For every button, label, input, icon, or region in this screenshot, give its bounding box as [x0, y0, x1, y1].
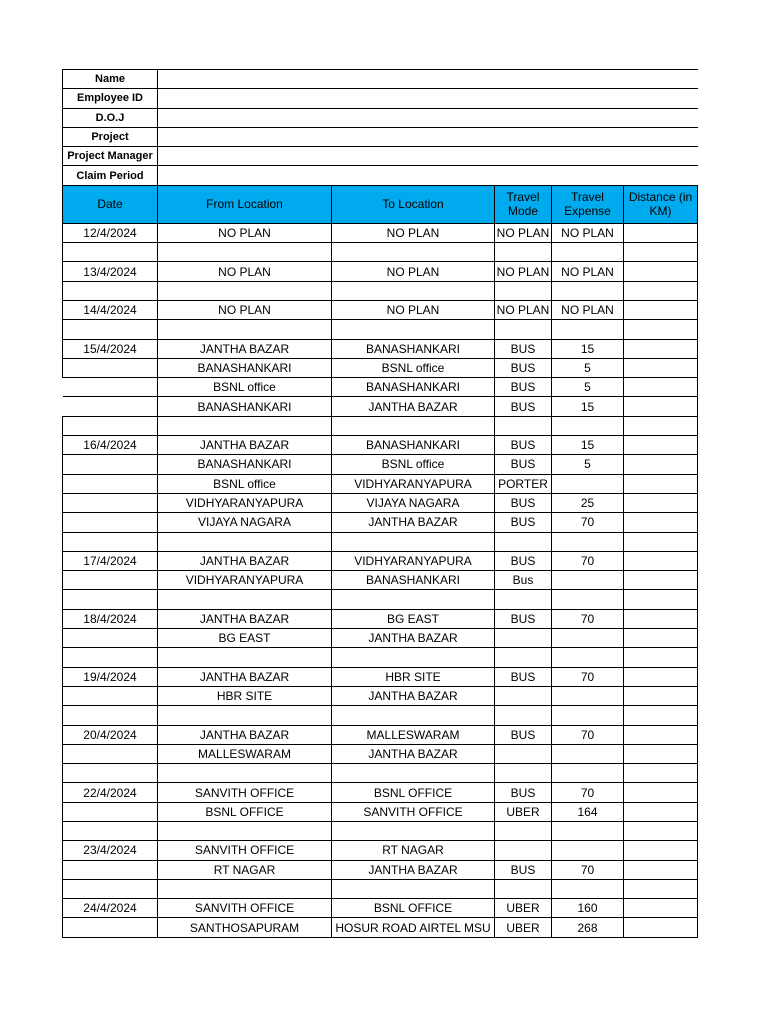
travel-mode-cell[interactable]: BUS [495, 493, 552, 512]
distance-cell[interactable] [624, 571, 698, 590]
travel-mode-cell[interactable] [495, 629, 552, 648]
table-row [63, 918, 698, 937]
from-location-cell[interactable] [158, 590, 332, 609]
table-row [63, 397, 698, 416]
travel-expense-cell[interactable]: 70 [552, 551, 624, 570]
to-location-cell[interactable]: BG EAST [332, 609, 495, 628]
date-cell[interactable] [63, 802, 158, 821]
from-location-cell[interactable]: SANVITH OFFICE [158, 841, 332, 860]
to-location-cell[interactable]: BSNL OFFICE [332, 899, 495, 918]
distance-cell[interactable] [624, 243, 698, 262]
travel-mode-cell[interactable] [495, 532, 552, 551]
table-row [63, 860, 698, 879]
from-location-cell[interactable]: BG EAST [158, 629, 332, 648]
to-location-cell[interactable] [332, 532, 495, 551]
from-location-cell[interactable] [158, 416, 332, 435]
travel-mode-cell[interactable] [495, 281, 552, 300]
date-cell[interactable]: 19/4/2024 [63, 667, 158, 686]
from-location-cell[interactable]: SANVITH OFFICE [158, 899, 332, 918]
travel-expense-cell[interactable] [552, 243, 624, 262]
distance-cell[interactable] [624, 493, 698, 512]
distance-cell[interactable] [624, 821, 698, 840]
to-location-cell[interactable]: VIDHYARANYAPURA [332, 551, 495, 570]
date-cell[interactable] [63, 493, 158, 512]
table-row [63, 686, 698, 705]
table-row [63, 629, 698, 648]
travel-expense-cell[interactable] [552, 590, 624, 609]
table-row [63, 802, 698, 821]
distance-cell[interactable] [624, 609, 698, 628]
travel-expense-cell[interactable]: 15 [552, 397, 624, 416]
travel-mode-cell[interactable] [495, 764, 552, 783]
to-location-cell[interactable]: NO PLAN [332, 300, 495, 319]
travel-mode-cell[interactable]: BUS [495, 358, 552, 377]
to-location-cell[interactable] [332, 764, 495, 783]
date-cell[interactable] [63, 513, 158, 532]
date-cell[interactable]: 17/4/2024 [63, 551, 158, 570]
from-location-cell[interactable]: BANASHANKARI [158, 455, 332, 474]
project-manager-row [63, 147, 698, 166]
date-cell[interactable] [63, 378, 158, 397]
table-row [63, 783, 698, 802]
distance-cell[interactable] [624, 706, 698, 725]
to-location-cell[interactable] [332, 821, 495, 840]
travel-expense-cell[interactable]: 160 [552, 899, 624, 918]
travel-expense-cell[interactable]: 5 [552, 455, 624, 474]
project-row [63, 127, 698, 146]
to-location-cell[interactable]: JANTHA BAZAR [332, 860, 495, 879]
from-location-cell[interactable]: NO PLAN [158, 300, 332, 319]
travel-mode-cell[interactable]: BUS [495, 455, 552, 474]
table-row [63, 378, 698, 397]
distance-cell[interactable] [624, 474, 698, 493]
table-row [63, 648, 698, 667]
from-location-cell[interactable]: BSNL office [158, 378, 332, 397]
col-mode-header: Travel Mode [495, 185, 552, 223]
to-location-cell[interactable]: JANTHA BAZAR [332, 686, 495, 705]
distance-cell[interactable] [624, 648, 698, 667]
travel-mode-cell[interactable]: UBER [495, 918, 552, 937]
travel-expense-cell[interactable]: 15 [552, 436, 624, 455]
date-cell[interactable]: 12/4/2024 [63, 223, 158, 242]
travel-mode-cell[interactable]: BUS [495, 436, 552, 455]
date-cell[interactable] [63, 860, 158, 879]
table-row [63, 358, 698, 377]
distance-cell[interactable] [624, 262, 698, 281]
date-cell[interactable] [63, 706, 158, 725]
from-location-cell[interactable] [158, 879, 332, 898]
to-location-cell[interactable]: BANASHANKARI [332, 571, 495, 590]
travel-expense-cell[interactable]: 15 [552, 339, 624, 358]
employee-id-label: Employee ID [63, 89, 158, 108]
travel-mode-cell[interactable] [495, 744, 552, 763]
to-location-cell[interactable] [332, 320, 495, 339]
travel-expense-cell[interactable]: 70 [552, 667, 624, 686]
distance-cell[interactable] [624, 339, 698, 358]
from-location-cell[interactable]: VIDHYARANYAPURA [158, 571, 332, 590]
table-row [63, 764, 698, 783]
travel-mode-cell[interactable]: NO PLAN [495, 223, 552, 242]
from-location-cell[interactable] [158, 821, 332, 840]
travel-expense-cell[interactable] [552, 648, 624, 667]
doj-label: D.O.J [63, 108, 158, 127]
distance-cell[interactable] [624, 686, 698, 705]
travel-mode-cell[interactable]: BUS [495, 725, 552, 744]
col-to-header: To Location [332, 185, 495, 223]
travel-expense-cell[interactable]: 5 [552, 358, 624, 377]
travel-mode-cell[interactable]: PORTER [495, 474, 552, 493]
from-location-cell[interactable] [158, 532, 332, 551]
date-cell[interactable] [63, 243, 158, 262]
table-row [63, 436, 698, 455]
travel-expense-cell[interactable]: 164 [552, 802, 624, 821]
distance-cell[interactable] [624, 436, 698, 455]
from-location-cell[interactable] [158, 243, 332, 262]
travel-mode-cell[interactable] [495, 686, 552, 705]
from-location-cell[interactable] [158, 648, 332, 667]
distance-cell[interactable] [624, 378, 698, 397]
travel-mode-cell[interactable]: BUS [495, 783, 552, 802]
claim-period-row [63, 166, 698, 185]
date-cell[interactable]: 20/4/2024 [63, 725, 158, 744]
to-location-cell[interactable] [332, 416, 495, 435]
date-cell[interactable]: 16/4/2024 [63, 436, 158, 455]
travel-mode-cell[interactable] [495, 648, 552, 667]
employee-id-value-cell[interactable] [158, 89, 698, 108]
date-cell[interactable] [63, 918, 158, 937]
travel-mode-cell[interactable] [495, 243, 552, 262]
table-row [63, 879, 698, 898]
date-cell[interactable]: 13/4/2024 [63, 262, 158, 281]
travel-expense-cell[interactable]: NO PLAN [552, 300, 624, 319]
table-row [63, 339, 698, 358]
date-cell[interactable] [63, 686, 158, 705]
date-cell[interactable] [63, 744, 158, 763]
project-value-cell[interactable] [158, 127, 698, 146]
table-row [63, 532, 698, 551]
date-cell[interactable] [63, 879, 158, 898]
table-row [63, 320, 698, 339]
to-location-cell[interactable]: NO PLAN [332, 262, 495, 281]
from-location-cell[interactable]: MALLESWARAM [158, 744, 332, 763]
travel-mode-cell[interactable]: BUS [495, 339, 552, 358]
travel-mode-cell[interactable] [495, 320, 552, 339]
date-cell[interactable] [63, 571, 158, 590]
travel-mode-cell[interactable]: NO PLAN [495, 300, 552, 319]
distance-cell[interactable] [624, 802, 698, 821]
distance-cell[interactable] [624, 532, 698, 551]
travel-expense-cell[interactable] [552, 744, 624, 763]
travel-expense-cell[interactable] [552, 764, 624, 783]
from-location-cell[interactable] [158, 281, 332, 300]
name-row [63, 70, 698, 89]
to-location-cell[interactable] [332, 590, 495, 609]
distance-cell[interactable] [624, 667, 698, 686]
travel-expense-cell[interactable]: 5 [552, 378, 624, 397]
from-location-cell[interactable]: NO PLAN [158, 223, 332, 242]
from-location-cell[interactable]: VIDHYARANYAPURA [158, 493, 332, 512]
date-cell[interactable]: 24/4/2024 [63, 899, 158, 918]
date-cell[interactable]: 14/4/2024 [63, 300, 158, 319]
distance-cell[interactable] [624, 783, 698, 802]
project-manager-value-cell[interactable] [158, 147, 698, 166]
from-location-cell[interactable] [158, 764, 332, 783]
table-row [63, 300, 698, 319]
doj-value-cell[interactable] [158, 108, 698, 127]
to-location-cell[interactable]: VIDHYARANYAPURA [332, 474, 495, 493]
travel-expense-cell[interactable] [552, 686, 624, 705]
to-location-cell[interactable]: JANTHA BAZAR [332, 397, 495, 416]
to-location-cell[interactable] [332, 648, 495, 667]
date-cell[interactable] [63, 590, 158, 609]
name-value-cell[interactable] [158, 70, 698, 89]
date-cell[interactable] [63, 532, 158, 551]
date-cell[interactable] [63, 764, 158, 783]
table-row [63, 416, 698, 435]
distance-cell[interactable] [624, 744, 698, 763]
to-location-cell[interactable] [332, 281, 495, 300]
to-location-cell[interactable]: BANASHANKARI [332, 436, 495, 455]
to-location-cell[interactable]: BSNL office [332, 455, 495, 474]
table-row [63, 744, 698, 763]
from-location-cell[interactable]: JANTHA BAZAR [158, 436, 332, 455]
travel-expense-cell[interactable] [552, 474, 624, 493]
table-row [63, 243, 698, 262]
from-location-cell[interactable] [158, 706, 332, 725]
from-location-cell[interactable]: JANTHA BAZAR [158, 725, 332, 744]
from-location-cell[interactable]: VIJAYA NAGARA [158, 513, 332, 532]
table-row [63, 455, 698, 474]
doj-row [63, 108, 698, 127]
to-location-cell[interactable]: HBR SITE [332, 667, 495, 686]
from-location-cell[interactable]: NO PLAN [158, 262, 332, 281]
distance-cell[interactable] [624, 223, 698, 242]
to-location-cell[interactable]: RT NAGAR [332, 841, 495, 860]
from-location-cell[interactable]: BANASHANKARI [158, 397, 332, 416]
travel-mode-cell[interactable]: BUS [495, 860, 552, 879]
table-row [63, 493, 698, 512]
date-cell[interactable] [63, 281, 158, 300]
date-cell[interactable]: 15/4/2024 [63, 339, 158, 358]
date-cell[interactable]: 18/4/2024 [63, 609, 158, 628]
distance-cell[interactable] [624, 455, 698, 474]
travel-mode-cell[interactable]: NO PLAN [495, 262, 552, 281]
distance-cell[interactable] [624, 918, 698, 937]
to-location-cell[interactable]: BSNL office [332, 358, 495, 377]
to-location-cell[interactable]: MALLESWARAM [332, 725, 495, 744]
date-cell[interactable] [63, 455, 158, 474]
travel-mode-cell[interactable] [495, 841, 552, 860]
date-cell[interactable] [63, 474, 158, 493]
travel-expense-cell[interactable] [552, 841, 624, 860]
travel-expense-cell[interactable] [552, 879, 624, 898]
to-location-cell[interactable]: HOSUR ROAD AIRTEL MSU [332, 918, 495, 937]
from-location-cell[interactable] [158, 320, 332, 339]
distance-cell[interactable] [624, 899, 698, 918]
from-location-cell[interactable]: BANASHANKARI [158, 358, 332, 377]
col-distance-header: Distance (in KM) [624, 185, 698, 223]
distance-cell[interactable] [624, 879, 698, 898]
expense-sheet [62, 69, 698, 938]
table-row [63, 571, 698, 590]
table-row [63, 841, 698, 860]
from-location-cell[interactable]: RT NAGAR [158, 860, 332, 879]
travel-expense-cell[interactable] [552, 706, 624, 725]
claim-period-label: Claim Period [63, 166, 158, 185]
date-cell[interactable] [63, 648, 158, 667]
table-row [63, 281, 698, 300]
travel-mode-cell[interactable] [495, 590, 552, 609]
travel-expense-cell[interactable]: 25 [552, 493, 624, 512]
travel-mode-cell[interactable]: Bus [495, 571, 552, 590]
date-cell[interactable] [63, 358, 158, 377]
column-header-row [63, 185, 698, 223]
travel-expense-cell[interactable] [552, 629, 624, 648]
date-cell[interactable] [63, 629, 158, 648]
distance-cell[interactable] [624, 860, 698, 879]
col-date-header: Date [63, 185, 158, 223]
date-cell[interactable]: 22/4/2024 [63, 783, 158, 802]
distance-cell[interactable] [624, 513, 698, 532]
travel-mode-cell[interactable] [495, 879, 552, 898]
from-location-cell[interactable]: HBR SITE [158, 686, 332, 705]
project-label: Project [63, 127, 158, 146]
travel-expense-cell[interactable]: 70 [552, 860, 624, 879]
distance-cell[interactable] [624, 764, 698, 783]
table-row [63, 899, 698, 918]
table-row [63, 706, 698, 725]
from-location-cell[interactable]: JANTHA BAZAR [158, 609, 332, 628]
table-row [63, 262, 698, 281]
travel-expense-cell[interactable] [552, 281, 624, 300]
to-location-cell[interactable] [332, 879, 495, 898]
travel-expense-table [62, 69, 698, 938]
distance-cell[interactable] [624, 590, 698, 609]
travel-expense-cell[interactable]: NO PLAN [552, 262, 624, 281]
travel-mode-cell[interactable]: BUS [495, 667, 552, 686]
from-location-cell[interactable]: SANVITH OFFICE [158, 783, 332, 802]
travel-expense-cell[interactable]: 70 [552, 725, 624, 744]
distance-cell[interactable] [624, 358, 698, 377]
to-location-cell[interactable] [332, 706, 495, 725]
travel-mode-cell[interactable]: BUS [495, 397, 552, 416]
date-cell[interactable] [63, 320, 158, 339]
distance-cell[interactable] [624, 320, 698, 339]
travel-mode-cell[interactable]: BUS [495, 513, 552, 532]
travel-mode-cell[interactable] [495, 706, 552, 725]
travel-expense-cell[interactable]: 70 [552, 513, 624, 532]
travel-expense-cell[interactable]: 268 [552, 918, 624, 937]
to-location-cell[interactable]: SANVITH OFFICE [332, 802, 495, 821]
distance-cell[interactable] [624, 725, 698, 744]
date-cell[interactable] [63, 821, 158, 840]
date-cell[interactable] [63, 397, 158, 416]
travel-mode-cell[interactable] [495, 416, 552, 435]
travel-expense-cell[interactable] [552, 571, 624, 590]
from-location-cell[interactable]: BSNL OFFICE [158, 802, 332, 821]
table-row [63, 223, 698, 242]
to-location-cell[interactable]: NO PLAN [332, 223, 495, 242]
distance-cell[interactable] [624, 281, 698, 300]
table-row [63, 551, 698, 570]
table-row [63, 474, 698, 493]
col-expense-header: Travel Expense [552, 185, 624, 223]
travel-expense-cell[interactable]: 70 [552, 783, 624, 802]
to-location-cell[interactable]: JANTHA BAZAR [332, 629, 495, 648]
distance-cell[interactable] [624, 841, 698, 860]
distance-cell[interactable] [624, 551, 698, 570]
employee-id-row [63, 89, 698, 108]
to-location-cell[interactable] [332, 243, 495, 262]
travel-expense-cell[interactable] [552, 821, 624, 840]
travel-mode-cell[interactable]: BUS [495, 378, 552, 397]
travel-mode-cell[interactable] [495, 821, 552, 840]
to-location-cell[interactable]: BANASHANKARI [332, 378, 495, 397]
travel-mode-cell[interactable]: UBER [495, 802, 552, 821]
claim-period-value-cell[interactable] [158, 166, 698, 185]
table-row [63, 590, 698, 609]
name-label: Name [63, 70, 158, 89]
date-cell[interactable]: 23/4/2024 [63, 841, 158, 860]
to-location-cell[interactable]: JANTHA BAZAR [332, 744, 495, 763]
table-row [63, 667, 698, 686]
table-row [63, 725, 698, 744]
travel-mode-cell[interactable]: BUS [495, 609, 552, 628]
from-location-cell[interactable]: JANTHA BAZAR [158, 667, 332, 686]
to-location-cell[interactable]: JANTHA BAZAR [332, 513, 495, 532]
travel-expense-cell[interactable]: NO PLAN [552, 223, 624, 242]
from-location-cell[interactable]: JANTHA BAZAR [158, 339, 332, 358]
distance-cell[interactable] [624, 416, 698, 435]
distance-cell[interactable] [624, 300, 698, 319]
table-row [63, 513, 698, 532]
table-row [63, 821, 698, 840]
distance-cell[interactable] [624, 397, 698, 416]
col-from-header: From Location [158, 185, 332, 223]
travel-expense-cell[interactable] [552, 416, 624, 435]
travel-mode-cell[interactable]: BUS [495, 551, 552, 570]
from-location-cell[interactable]: BSNL office [158, 474, 332, 493]
distance-cell[interactable] [624, 629, 698, 648]
to-location-cell[interactable]: BSNL OFFICE [332, 783, 495, 802]
travel-expense-cell[interactable] [552, 320, 624, 339]
from-location-cell[interactable]: JANTHA BAZAR [158, 551, 332, 570]
from-location-cell[interactable]: SANTHOSAPURAM [158, 918, 332, 937]
travel-expense-cell[interactable]: 70 [552, 609, 624, 628]
travel-mode-cell[interactable]: UBER [495, 899, 552, 918]
date-cell[interactable] [63, 416, 158, 435]
project-manager-label: Project Manager [63, 147, 158, 166]
travel-expense-cell[interactable] [552, 532, 624, 551]
to-location-cell[interactable]: VIJAYA NAGARA [332, 493, 495, 512]
to-location-cell[interactable]: BANASHANKARI [332, 339, 495, 358]
table-row [63, 609, 698, 628]
